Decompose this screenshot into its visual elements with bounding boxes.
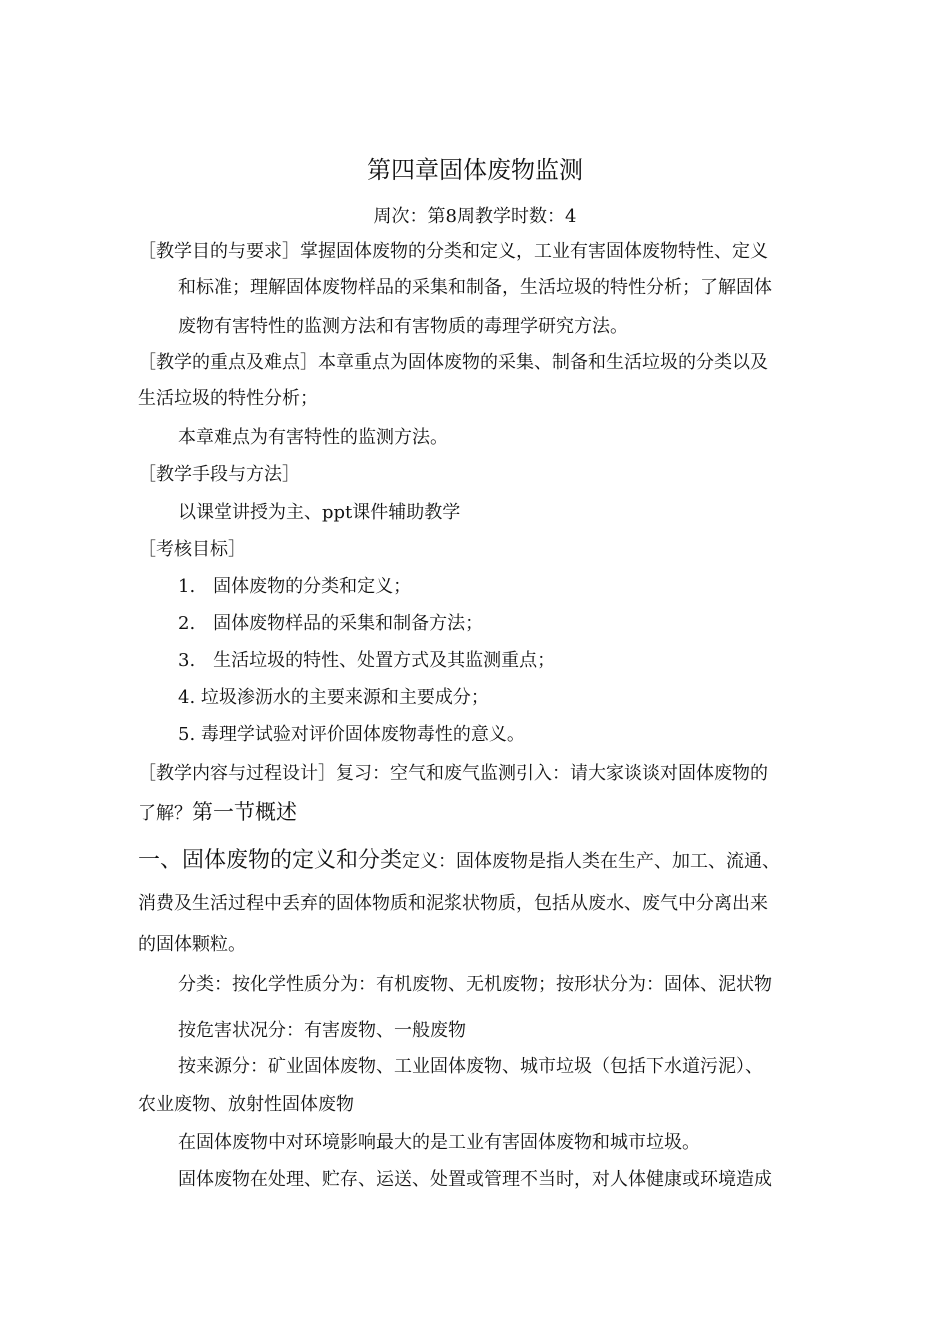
assessment-heading: ［考核目标］ — [138, 539, 246, 560]
definition-line-1 — [138, 849, 780, 874]
process-line-1: ［教学内容与过程设计］复习：空气和废气监测引入：请大家谈谈对固体废物的 — [138, 763, 768, 784]
classification-line-1: 分类：按化学性质分为：有机废物、无机废物；按形状分为：固体、泥状物 — [178, 974, 772, 995]
classification-line-4: 农业废物、放射性固体废物 — [138, 1094, 354, 1115]
definition-line-2: 消费及生活过程中丢弃的固体物质和泥浆状物质，包括从废水、废气中分离出来 — [138, 893, 768, 914]
goals-line-3: 废物有害特性的监测方法和有害物质的毒理学研究方法。 — [178, 316, 628, 337]
assessment-item: 5. 毒理学试验对评价固体废物毒性的意义。 — [178, 724, 525, 745]
section-title: 第一节概述 — [192, 800, 297, 824]
classification-line-5: 在固体废物中对环境影响最大的是工业有害固体废物和城市垃圾。 — [178, 1132, 700, 1153]
schedule-line: 周次：第8周教学时数：4 — [373, 206, 577, 227]
classification-line-6: 固体废物在处理、贮存、运送、处置或管理不当时，对人体健康或环境造成 — [178, 1169, 772, 1190]
methods-text: 以课堂讲授为主、ppt课件辅助教学 — [178, 502, 461, 523]
process-prefix: 了解？ — [138, 803, 192, 824]
assessment-item: 3. 生活垃圾的特性、处置方式及其监测重点； — [178, 650, 556, 671]
keypoints-line-2: 生活垃圾的特性分析； — [138, 388, 318, 409]
keypoints-line-3: 本章难点为有害特性的监测方法。 — [178, 427, 448, 448]
goals-line-1: ［教学目的与要求］掌握固体废物的分类和定义，工业有害固体废物特性、定义 — [138, 241, 768, 262]
assessment-item: 4. 垃圾渗沥水的主要来源和主要成分； — [178, 687, 489, 708]
classification-line-3: 按来源分：矿业固体废物、工业固体废物、城市垃圾（包括下水道污泥）、 — [178, 1056, 763, 1077]
keypoints-line-1: ［教学的重点及难点］本章重点为固体废物的采集、制备和生活垃圾的分类以及 — [138, 352, 768, 373]
goals-line-2: 和标准；理解固体废物样品的采集和制备，生活垃圾的特性分析；了解固体 — [178, 277, 772, 298]
process-line-2 — [138, 800, 297, 826]
definition-line-3: 的固体颗粒。 — [138, 934, 246, 955]
assessment-item: 2. 固体废物样品的采集和制备方法； — [178, 613, 484, 634]
definition-text: 定义：固体废物是指人类在生产、加工、流通、 — [402, 851, 781, 872]
assessment-item: 1. 固体废物的分类和定义； — [178, 576, 412, 597]
classification-line-2: 按危害状况分：有害废物、一般废物 — [178, 1020, 466, 1041]
methods-heading: ［教学手段与方法］ — [138, 464, 300, 485]
document-title: 第四章固体废物监测 — [367, 156, 583, 184]
definition-heading: 一、固体废物的定义和分类 — [138, 848, 403, 873]
